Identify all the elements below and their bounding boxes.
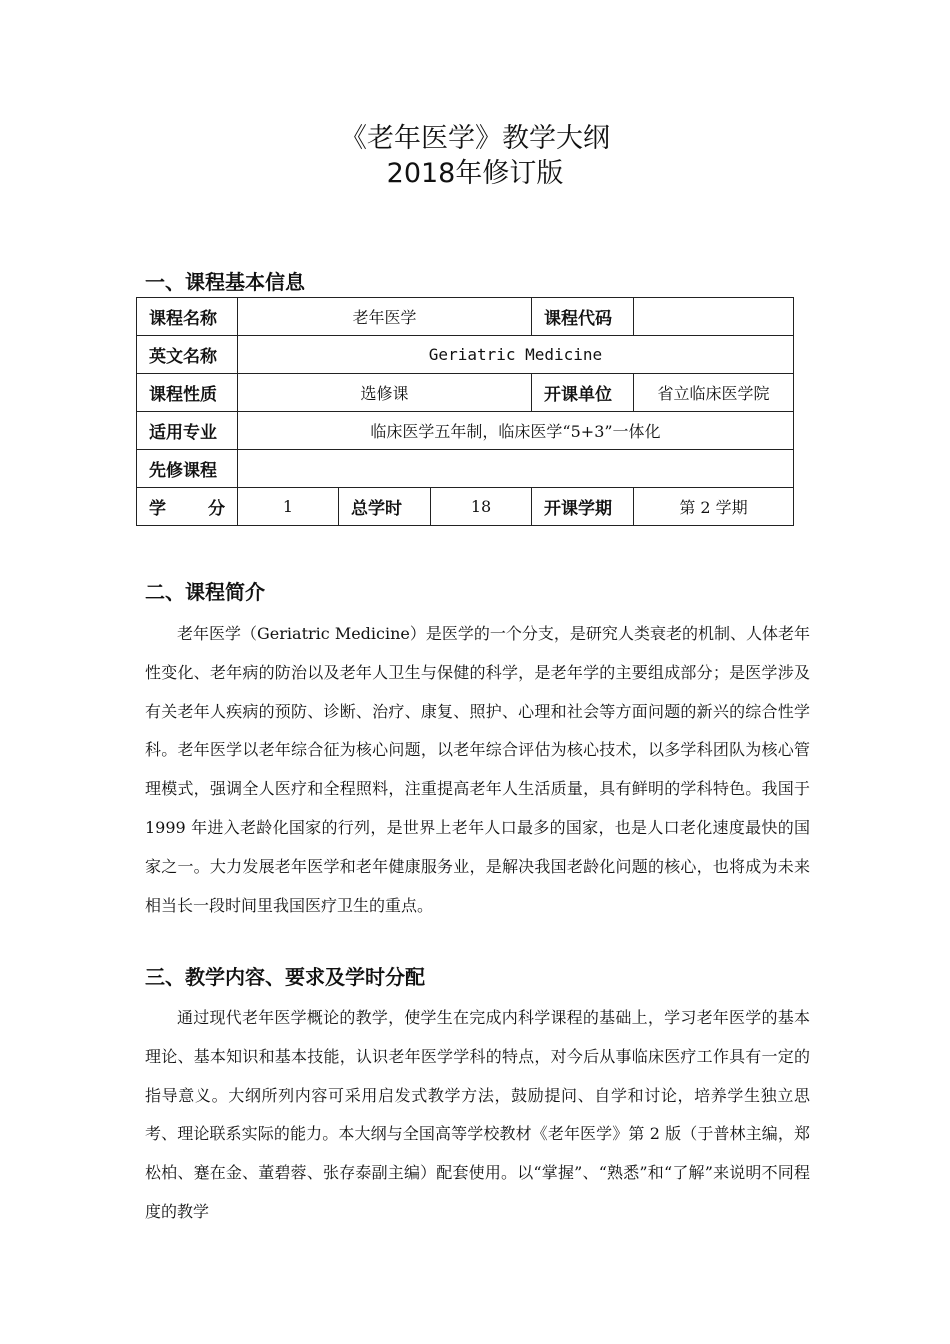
- table-row: [137, 336, 794, 374]
- course-name-label: 课程名称: [137, 298, 238, 336]
- document-subtitle: 2018年修订版: [386, 158, 564, 189]
- table-row: [137, 374, 794, 412]
- course-nature-value: 选修课: [238, 374, 532, 412]
- course-code-value: [634, 298, 794, 336]
- applicable-major-label: 适用专业: [137, 412, 238, 450]
- prerequisite-value: [238, 450, 794, 488]
- total-hours-label: 总学时: [339, 488, 431, 526]
- credit-label-char-1: 学: [149, 499, 166, 519]
- table-row: [137, 412, 794, 450]
- section-heading-teaching-content: 三、教学内容、要求及学时分配: [145, 965, 425, 989]
- document-title: 《老年医学》教学大纲: [340, 123, 610, 154]
- english-name-label: 英文名称: [137, 336, 238, 374]
- section-heading-course-intro: 二、课程简介: [145, 580, 265, 604]
- course-info-table: [136, 297, 794, 526]
- course-nature-label: 课程性质: [137, 374, 238, 412]
- offering-unit-value: 省立临床医学院: [634, 374, 794, 412]
- offering-unit-label: 开课单位: [532, 374, 634, 412]
- teaching-content-paragraph: 通过现代老年医学概论的教学，使学生在完成内科学课程的基础上，学习老年医学的基本理论、基本知识和基本技能，认识老年医学学科的特点，对今后从事临床医疗工作具有一定的指导意义。大纲所列内容可采用启发式教学方法，鼓励提问、自学和讨论，培养学生独立思考、理论联系实际的能力。本大纲与全国高等学校教材《老年医学》第 2 版（于普林主编，郑松柏、蹇在金、董碧蓉、张存泰副主编）配套使用。以“掌握”、“熟悉”和“了解”来说明不同程度的教学: [145, 1008, 810, 1221]
- table-row: [137, 450, 794, 488]
- prerequisite-label: 先修课程: [137, 450, 238, 488]
- course-intro-paragraph: 老年医学（Geriatric Medicine）是医学的一个分支，是研究人类衰老的机制、人体老年性变化、老年病的防治以及老年人卫生与保健的科学，是老年学的主要组成部分；是医学涉及有关老年人疾病的预防、诊断、治疗、康复、照护、心理和社会等方面问题的新兴的综合性学科。老年医学以老年综合征为核心问题，以老年综合评估为核心技术，以多学科团队为核心管理模式，强调全人医疗和全程照料，注重提高老年人生活质量，具有鲜明的学科特色。我国于 1999 年进入老龄化国家的行列，是世界上老年人口最多的国家，也是人口老化速度最快的国家之一。大力发展老年医学和老年健康服务业，是解决我国老龄化问题的核心，也将成为未来相当长一段时间里我国医疗卫生的重点。: [145, 624, 810, 915]
- credit-label: [137, 488, 238, 526]
- total-hours-value: 18: [431, 488, 532, 526]
- table-row: [137, 298, 794, 336]
- table-row: [137, 488, 794, 526]
- semester-label: 开课学期: [532, 488, 634, 526]
- course-code-label: 课程代码: [532, 298, 634, 336]
- section-heading-basic-info: 一、课程基本信息: [145, 270, 305, 294]
- course-name-value: 老年医学: [238, 298, 532, 336]
- english-name-value: Geriatric Medicine: [238, 336, 794, 374]
- applicable-major-value: 临床医学五年制，临床医学“5+3”一体化: [238, 412, 794, 450]
- semester-value: 第 2 学期: [634, 488, 794, 526]
- credit-value: 1: [238, 488, 339, 526]
- credit-label-char-2: 分: [208, 499, 225, 519]
